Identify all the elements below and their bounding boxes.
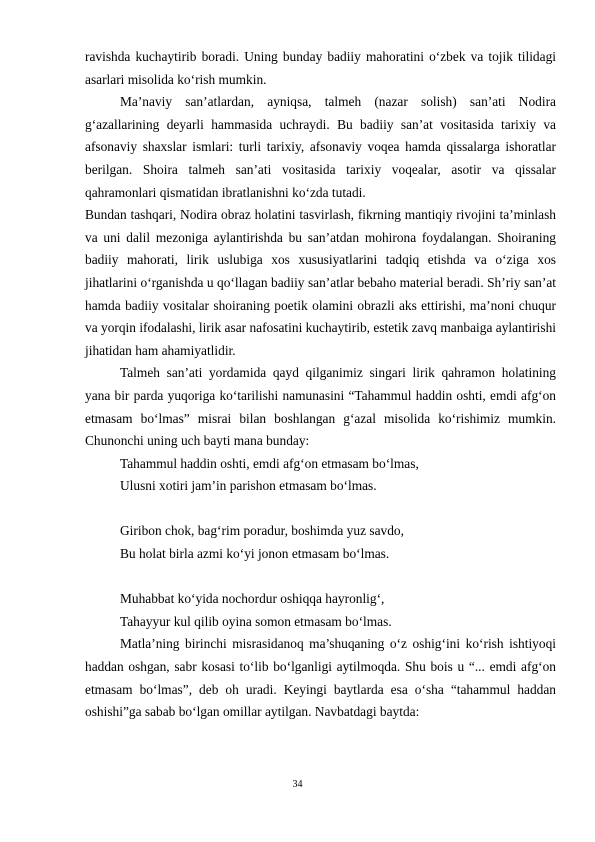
verse-line: Muhabbat ko‘yida nochordur oshiqqa hayronlig‘, xyxy=(120,591,385,607)
verse-line: Tahammul haddin oshti, emdi afg‘on etmasam bo‘lmas, xyxy=(120,455,419,471)
stanza-gap xyxy=(85,498,556,521)
verse-line: Ulusni xotiri jam’in parishon etmasam bo‘lmas. xyxy=(120,478,377,494)
paragraph-ghazal-intro: Talmeh san’ati yordamida qayd qilganimiz singari lirik qahramon holatining yana bir parda yuqoriga ko‘tarilishi namunasini “Tahammul haddin oshti, emdi afg‘on etmasam bo‘lmas” misrai bilan boshlangan g‘azal misolida ko‘rishimiz mumkin. Chunonchi uning uch bayti mana bunday: xyxy=(85,365,556,449)
verse-line: Giribon chok, bag‘rim poradur, boshimda yuz savdo, xyxy=(120,523,404,539)
page-number: 34 xyxy=(292,779,303,790)
paragraph-matla-analysis: Matla’ning birinchi misrasidanoq ma’shuqaning o‘z oshig‘ini ko‘rish ishtiyoqi haddan oshgan, sabr kosasi to‘lib bo‘lganligi aytilmoqda. Shu bois u “... emdi afg‘on etmasam bo‘lmas”, deb oh uradi. Keyingi baytlarda esa o‘sha “tahammul haddan oshishi”ga sabab bo‘lgan omillar aytilgan. Navbatdagi baytda: xyxy=(85,636,556,720)
paragraph-talmeh-intro: Ma’naviy san’atlardan, ayniqsa, talmeh (nazar solish) san’ati Nodira g‘azallarining deyarli hammasida uchraydi. Bu badiiy san’at vositasida tarixiy va afsonaviy shaxslar ismlari: turli tarixiy, afsonaviy voqea hamda qissalarga ishoratlar berilgan. Shoira talmeh san’ati vositasida tarixiy voqealar, asotir va qissalar qahramonlari qismatidan ibratlanishni ko‘zda tutadi. xyxy=(85,94,556,200)
paragraph-continuation: ravishda kuchaytirib boradi. Uning bunday badiiy mahoratini o‘zbek va tojik tilidagi asarlari misolida ko‘rish mumkin. xyxy=(85,49,556,87)
verse-line: Bu holat birla azmi ko‘yi jonon etmasam bo‘lmas. xyxy=(120,546,390,562)
document-page xyxy=(85,46,556,724)
paragraph-style-analysis: Bundan tashqari, Nodira obraz holatini tasvirlash, fikrning mantiqiy rivojini ta’minlash va uni dalil mezoniga aylantirishda bu san’atdan mohirona foydalangan. Shoiraning badiiy mahorati, lirik uslubiga xos xususiyatlarini tadqiq etishda va o‘ziga xos jihatlarini o‘rganishda u qo‘llagan badiiy san’atlar bebaho material beradi. Sh’riy san’at hamda badiiy vositalar shoiraning poetik olamini obrazli aks ettirishi, ma’noni chuqur va yorqin ifodalashi, lirik asar nafosatini kuchaytirib, estetik zavq manbaiga aylantirishi jihatidan ham ahamiyatlidir. xyxy=(85,207,556,358)
verse-line: Tahayyur kul qilib oyina somon etmasam bo‘lmas. xyxy=(120,613,392,629)
stanza-gap xyxy=(85,566,556,589)
